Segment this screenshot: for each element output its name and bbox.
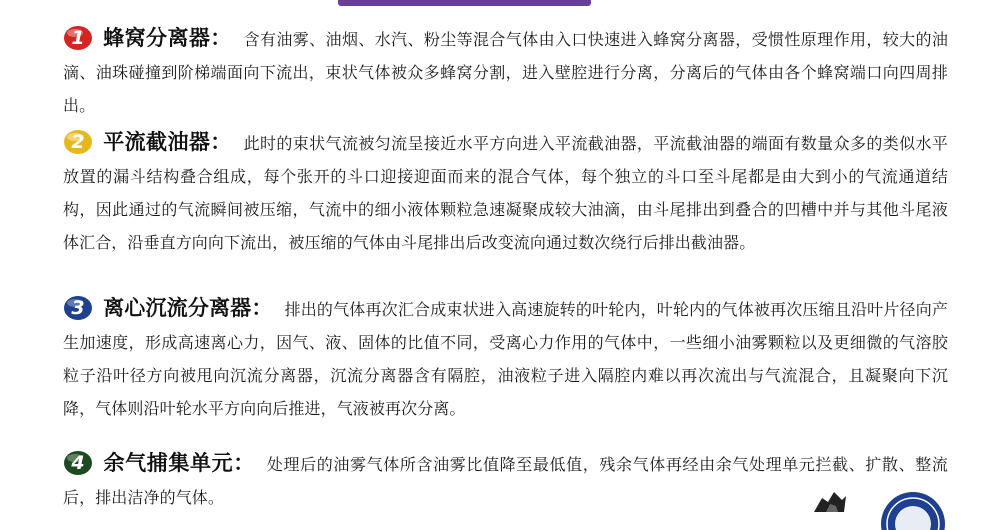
- section-honeycomb-separator: [63, 22, 948, 122]
- badge-number: 3: [71, 297, 85, 319]
- section-parallel-oil-interceptor: [63, 126, 948, 259]
- section-text: 含有油雾、油烟、水汽、粉尘等混合气体由入口快速进入蜂窝分离器，受惯性原理作用，较大的油滴、油珠碰撞到阶梯端面向下流出，束状气体被众多蜂窝分割，进入壁腔进行分离，分离后的气体由各个蜂窝端口向四周排出。: [63, 30, 948, 115]
- section-text: 排出的气体再次汇合成束状进入高速旋转的叶轮内，叶轮内的气体被再次压缩且沿叶片径向产生加速度，形成高速离心力，因气、液、固体的比值不同，受离心力作用的气体中，一些细小油雾颗粒以及更细微的气溶胶粒子沿叶径方向被甩向沉流分离器，沉流分离器含有隔腔，油液粒子进入隔腔内难以再次流出与气流混合，且凝聚向下沉降，气体则沿叶轮水平方向向后推进，气液被再次分离。: [63, 300, 948, 418]
- number-badge-icon: [63, 450, 93, 476]
- section-text: 此时的束状气流被匀流呈接近水平方向进入平流截油器，平流截油器的端面有数量众多的类似水平放置的漏斗结构叠合组成，每个张开的斗口迎接迎面而来的混合气体，每个独立的斗口至斗尾都是由大到小的气流通道结构，因此通过的气流瞬间被压缩，气流中的细小液体颗粒急速凝聚成较大油滴，由斗尾排出到叠合的凹槽中并与其他斗尾液体汇合，沿垂直方向向下流出，被压缩的气体由斗尾排出后改变流向通过数次绕行后排出截油器。: [63, 134, 948, 252]
- badge-number: 4: [71, 452, 85, 474]
- section-text: 处理后的油雾气体所含油雾比值降至最低值，残余气体再经由余气处理单元拦截、扩散、整流后，排出洁净的气体。: [63, 455, 948, 507]
- certification-seal-icon: [878, 490, 948, 530]
- section-paragraph: [63, 22, 948, 122]
- badge-number: 2: [71, 131, 85, 153]
- section-paragraph: [63, 292, 948, 425]
- bird-emblem-icon: [808, 490, 850, 512]
- section-title: 余气捕集单元：: [103, 451, 255, 475]
- section-title: 离心沉流分离器：: [103, 296, 273, 320]
- number-badge-icon: [63, 25, 93, 51]
- number-badge-icon: [63, 129, 93, 155]
- section-paragraph: [63, 126, 948, 259]
- section-title: 蜂窝分离器：: [103, 26, 232, 50]
- number-badge-icon: [63, 295, 93, 321]
- header-accent-bar: [338, 0, 591, 6]
- badge-number: 1: [71, 27, 85, 49]
- section-title: 平流截油器：: [103, 130, 232, 154]
- section-centrifugal-separator: [63, 292, 948, 425]
